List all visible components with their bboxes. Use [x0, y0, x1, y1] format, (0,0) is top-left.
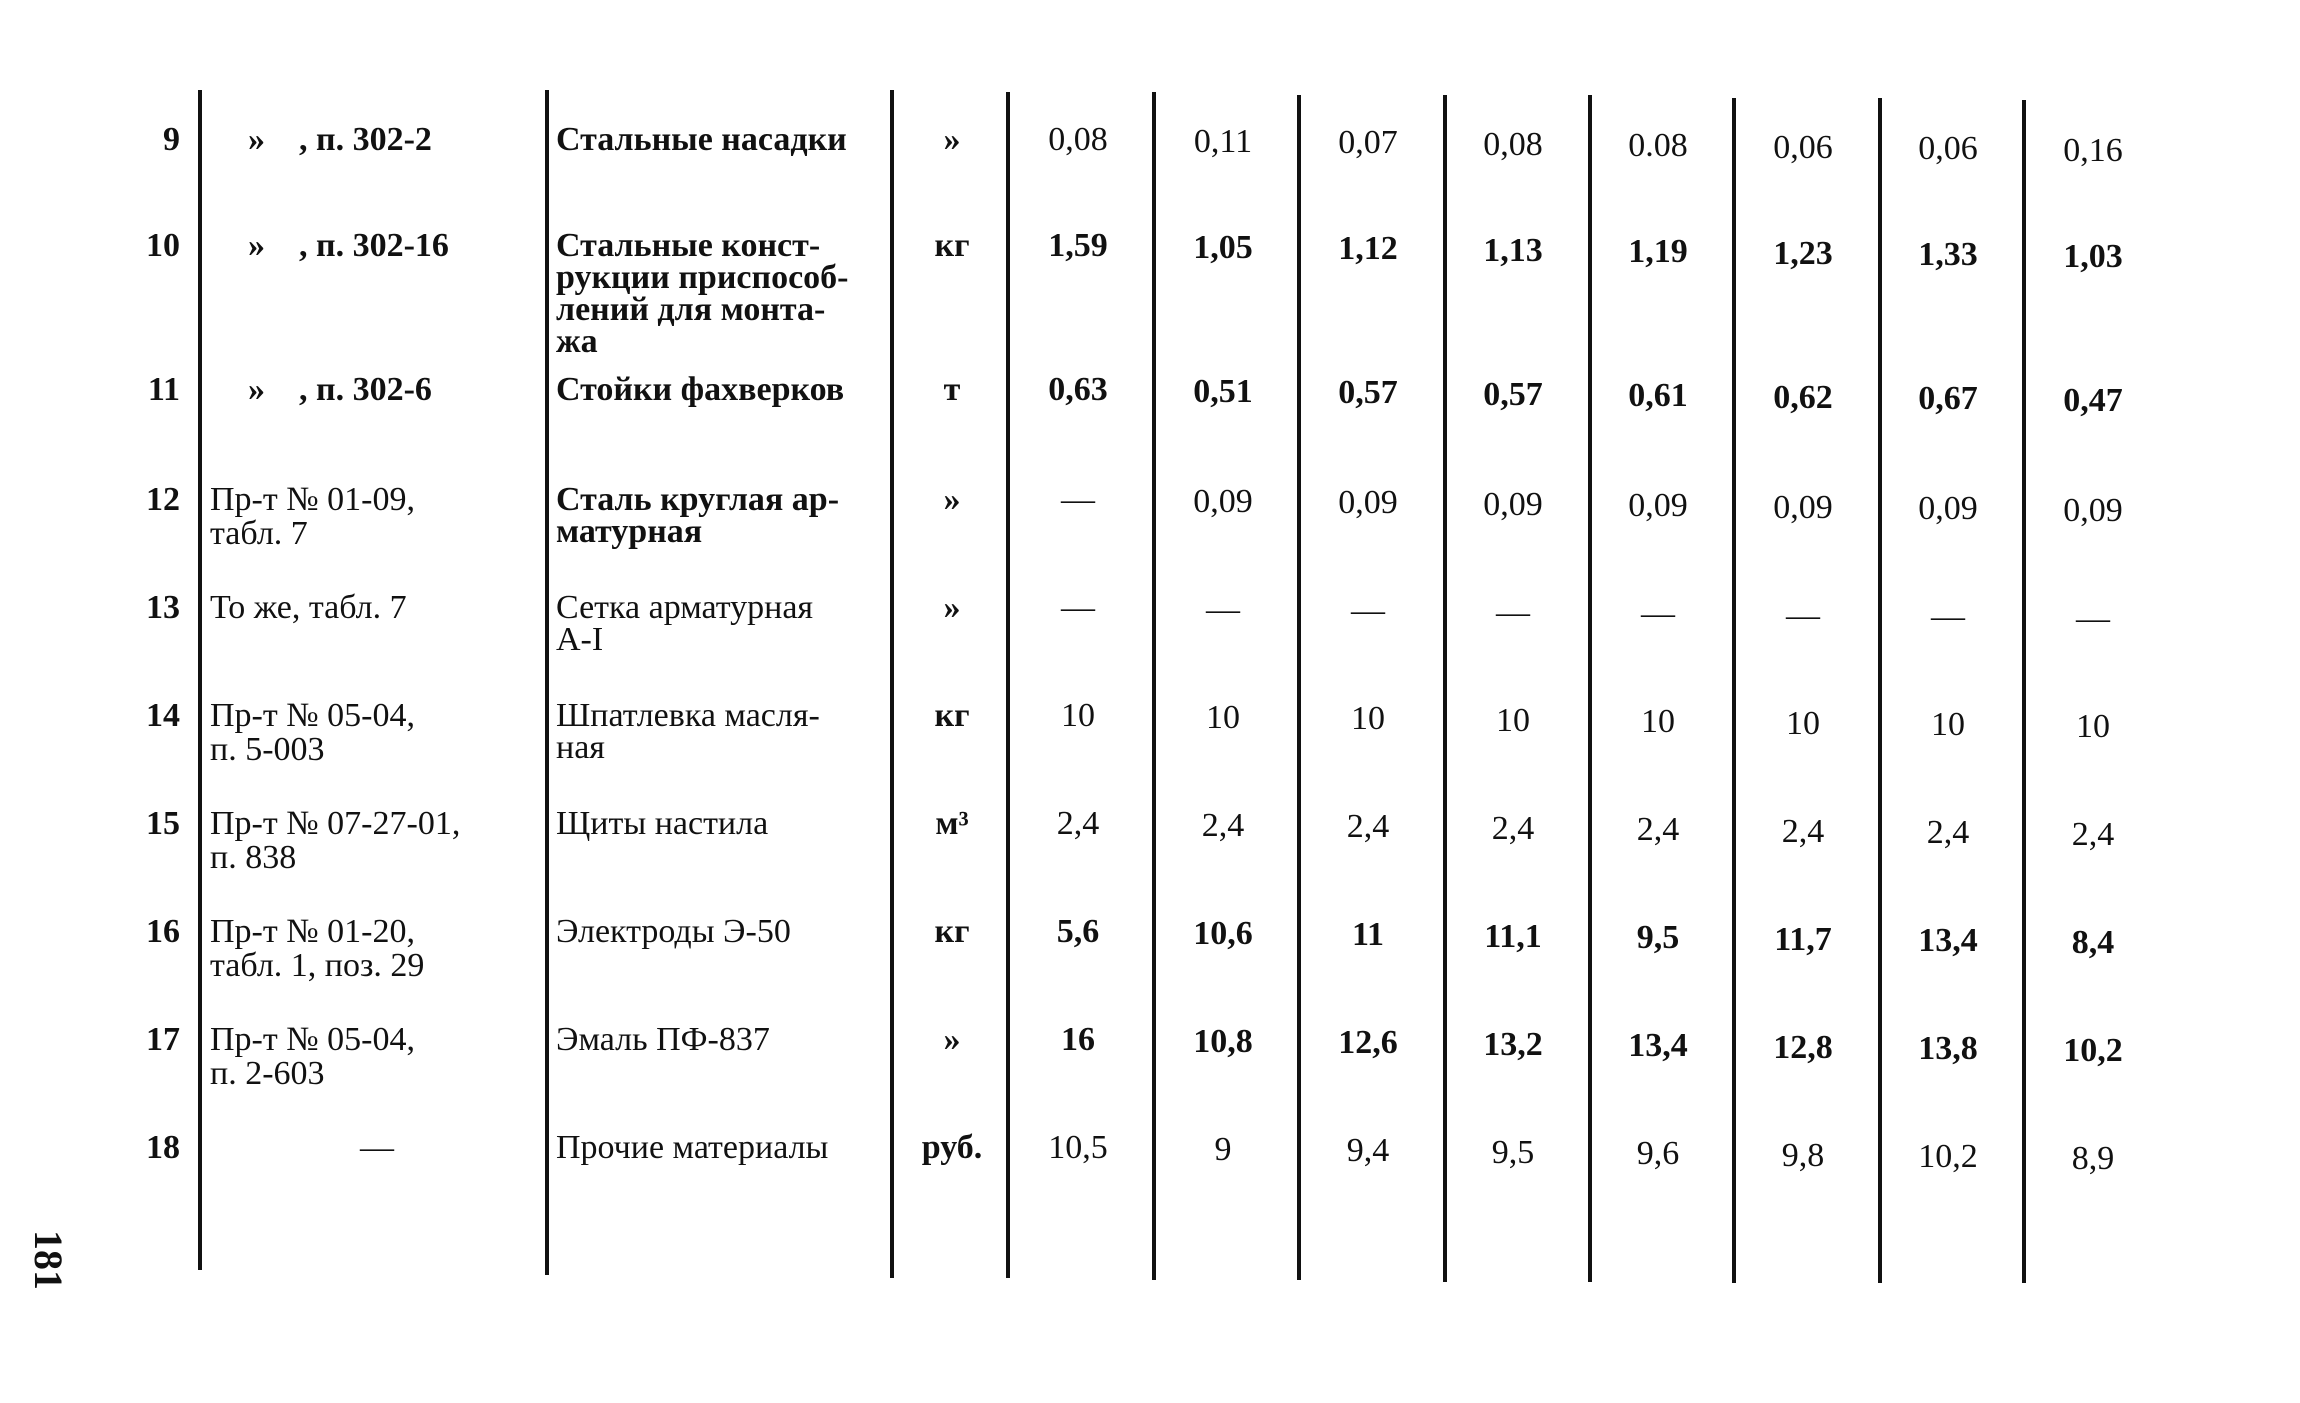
material-name-line: Стойки фахверков: [556, 371, 845, 408]
value-cell: 1,19: [1628, 233, 1688, 270]
reference-line: Пр-т № 05-04,: [210, 697, 415, 734]
value-cell: 8,4: [2071, 924, 2115, 961]
value-cell: 0,57: [1338, 374, 1398, 411]
value-cell: —: [1061, 481, 1095, 518]
row-number: 10: [146, 227, 180, 264]
value-cell: 0,11: [1193, 123, 1253, 160]
reference-line: Пр-т № 07-27-01,: [210, 805, 461, 842]
value-cell: 0,67: [1918, 380, 1978, 417]
reference-line: » , п. 302-16: [248, 227, 449, 264]
reference-line: Пр-т № 01-20,: [210, 913, 415, 950]
value-cell: 0,06: [1773, 129, 1833, 166]
column-rule: [1152, 92, 1156, 1280]
material-name-line: Эмаль ПФ-837: [556, 1021, 770, 1058]
unit: »: [943, 481, 961, 518]
value-cell: 0,47: [2063, 382, 2123, 419]
value-cell: —: [1061, 589, 1095, 626]
row-number: 13: [146, 589, 180, 626]
material-name-line: Прочие материалы: [556, 1129, 829, 1166]
value-cell: 2,4: [1491, 810, 1535, 847]
value-cell: 1,59: [1048, 227, 1108, 264]
value-cell: —: [2076, 600, 2110, 637]
value-cell: 10: [1496, 702, 1530, 739]
value-cell: 5,6: [1056, 913, 1100, 950]
reference-line: » , п. 302-2: [248, 121, 432, 158]
material-name-line: матурная: [556, 513, 703, 550]
value-cell: 2,4: [1346, 808, 1390, 845]
value-cell: 8,9: [2071, 1140, 2115, 1177]
value-cell: 10,6: [1193, 915, 1253, 952]
unit: м³: [935, 805, 969, 842]
value-cell: 12,8: [1773, 1029, 1833, 1066]
value-cell: 2,4: [1781, 813, 1825, 850]
value-cell: 1,23: [1773, 235, 1833, 272]
value-cell: 0,08: [1483, 126, 1543, 163]
unit: »: [943, 121, 961, 158]
value-cell: 0,63: [1048, 371, 1108, 408]
value-cell: 10: [1351, 700, 1385, 737]
material-name-line: ная: [556, 729, 605, 766]
row-number: 14: [146, 697, 180, 734]
row-number: 15: [146, 805, 180, 842]
reference-line: —: [360, 1129, 394, 1166]
column-rule: [890, 90, 894, 1278]
value-cell: 9,5: [1491, 1134, 1535, 1171]
reference-line: » , п. 302-6: [248, 371, 432, 408]
value-cell: —: [1496, 594, 1530, 631]
material-name-line: Шпатлевка масля-: [556, 697, 820, 734]
value-cell: 12,6: [1338, 1024, 1398, 1061]
value-cell: 0,51: [1193, 373, 1253, 410]
value-cell: 1,33: [1918, 236, 1978, 273]
column-rule: [2022, 100, 2026, 1283]
value-cell: 10: [1206, 699, 1240, 736]
value-cell: —: [1206, 591, 1240, 628]
value-cell: 10: [2076, 708, 2110, 745]
value-cell: 13,2: [1483, 1026, 1543, 1063]
value-cell: 2,4: [2071, 816, 2115, 853]
value-cell: 10: [1641, 703, 1675, 740]
value-cell: 10: [1786, 705, 1820, 742]
unit: т: [943, 371, 961, 408]
reference-line: Пр-т № 01-09,: [210, 481, 415, 518]
material-name-line: жа: [556, 323, 598, 360]
reference-line: табл. 1, поз. 29: [210, 947, 425, 984]
column-rule: [1443, 95, 1447, 1282]
column-rule: [545, 90, 549, 1275]
material-name-line: лений для монта-: [556, 291, 826, 328]
value-cell: 0,61: [1628, 377, 1688, 414]
value-cell: 13,4: [1918, 922, 1978, 959]
value-cell: 10: [1931, 706, 1965, 743]
row-number: 17: [146, 1021, 180, 1058]
value-cell: 10,5: [1048, 1129, 1108, 1166]
reference-line: п. 838: [210, 839, 297, 876]
reference-line: Пр-т № 05-04,: [210, 1021, 415, 1058]
material-name-line: рукции приспособ-: [556, 259, 849, 296]
value-cell: 0,57: [1483, 376, 1543, 413]
row-number: 11: [147, 371, 180, 408]
value-cell: —: [1641, 595, 1675, 632]
unit: кг: [934, 913, 970, 950]
unit: кг: [934, 227, 970, 264]
value-cell: 0,09: [2063, 492, 2123, 529]
column-rule: [1588, 95, 1592, 1282]
value-cell: 1,05: [1193, 229, 1253, 266]
page-number: 181: [26, 1230, 71, 1290]
value-cell: 2,4: [1636, 811, 1680, 848]
reference-line: п. 5-003: [210, 731, 325, 768]
value-cell: 11,7: [1774, 921, 1832, 958]
value-cell: 0,09: [1918, 490, 1978, 527]
value-cell: 11,1: [1484, 918, 1542, 955]
material-name-line: Стальные насадки: [556, 121, 847, 158]
value-cell: 11: [1351, 916, 1385, 953]
value-cell: 16: [1061, 1021, 1095, 1058]
value-cell: 0,09: [1193, 483, 1253, 520]
row-number: 16: [146, 913, 180, 950]
value-cell: 0,09: [1628, 487, 1688, 524]
value-cell: 0,08: [1048, 121, 1108, 158]
material-name-line: Сталь круглая ар-: [556, 481, 840, 518]
value-cell: 2,4: [1926, 814, 1970, 851]
value-cell: 0.08: [1628, 127, 1688, 164]
reference-line: табл. 7: [210, 515, 308, 552]
column-rule: [1006, 92, 1010, 1278]
material-name-line: А-I: [556, 621, 604, 658]
value-cell: —: [1931, 598, 1965, 635]
reference-line: п. 2-603: [210, 1055, 325, 1092]
material-name-line: Щиты настила: [556, 805, 769, 842]
value-cell: 13,8: [1918, 1030, 1978, 1067]
column-rule: [1732, 98, 1736, 1283]
value-cell: 9: [1214, 1131, 1232, 1168]
unit: руб.: [921, 1129, 983, 1166]
unit: кг: [934, 697, 970, 734]
value-cell: 9,5: [1636, 919, 1680, 956]
value-cell: 9,4: [1346, 1132, 1390, 1169]
value-cell: 2,4: [1201, 807, 1245, 844]
row-number: 9: [163, 121, 180, 158]
value-cell: 10,2: [2063, 1032, 2123, 1069]
column-rule: [198, 90, 202, 1270]
value-cell: 0,16: [2063, 132, 2123, 169]
value-cell: 1,03: [2063, 238, 2123, 275]
value-cell: —: [1786, 597, 1820, 634]
value-cell: 0,62: [1773, 379, 1833, 416]
material-name-line: Стальные конст-: [556, 227, 821, 264]
value-cell: 0,09: [1338, 484, 1398, 521]
column-rule: [1878, 98, 1882, 1283]
column-rule: [1297, 95, 1301, 1280]
value-cell: 9,6: [1636, 1135, 1680, 1172]
value-cell: 0,09: [1773, 489, 1833, 526]
value-cell: 10: [1061, 697, 1095, 734]
material-name-line: Сетка арматурная: [556, 589, 814, 626]
value-cell: 0,06: [1918, 130, 1978, 167]
value-cell: 0,07: [1338, 124, 1398, 161]
value-cell: 1,12: [1338, 230, 1398, 267]
unit: »: [943, 1021, 961, 1058]
row-number: 18: [146, 1129, 180, 1166]
material-name-line: Электроды Э-50: [556, 913, 791, 950]
value-cell: —: [1351, 592, 1385, 629]
value-cell: 0,09: [1483, 486, 1543, 523]
value-cell: 10,2: [1918, 1138, 1978, 1175]
unit: »: [943, 589, 961, 626]
value-cell: 13,4: [1628, 1027, 1688, 1064]
value-cell: 1,13: [1483, 232, 1543, 269]
value-cell: 10,8: [1193, 1023, 1253, 1060]
row-number: 12: [146, 481, 180, 518]
reference-line: То же, табл. 7: [210, 589, 407, 626]
value-cell: 9,8: [1781, 1137, 1825, 1174]
value-cell: 2,4: [1056, 805, 1100, 842]
